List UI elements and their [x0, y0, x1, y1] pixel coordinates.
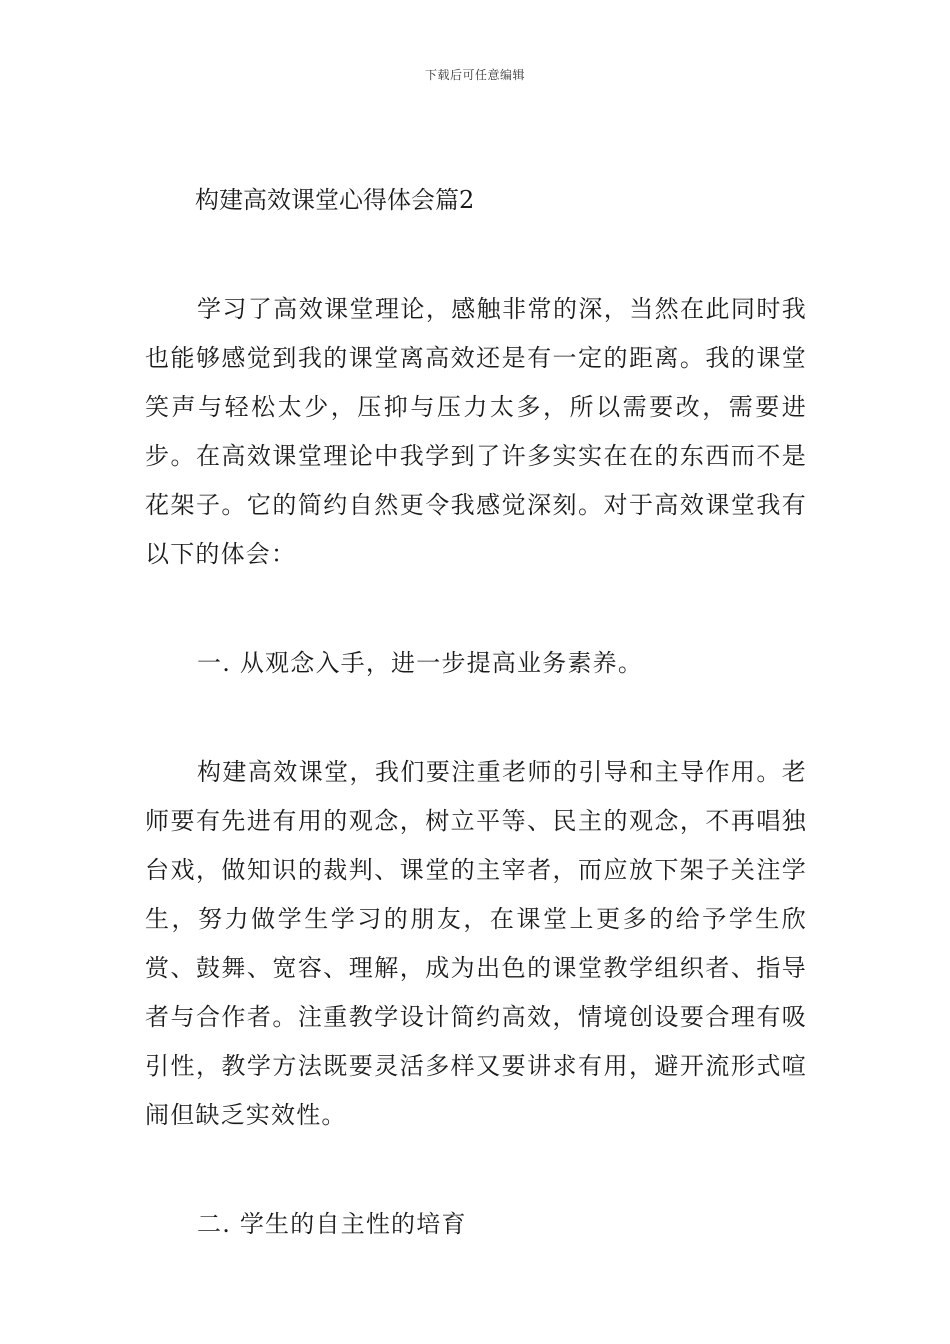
section-heading-1: 一. 从观念入手，进一步提高业务素养。 [197, 649, 644, 677]
document-title: 构建高效课堂心得体会篇2 [195, 186, 475, 214]
section-paragraph-1: 构建高效课堂，我们要注重老师的引导和主导作用。老师要有先进有用的观念，树立平等、民主的观念，不再唱独台戏，做知识的裁判、课堂的主宰者，而应放下架子关注学生，努力做学生学习的朋友，在课堂上更多的给予学生欣赏、鼓舞、宽容、理解，成为出色的课堂教学组织者、指导者与合作者。注重教学设计简约高效，情境创设要合理有吸引性，教学方法既要灵活多样又要讲求有用，避开流形式喧闹但缺乏实效性。 [145, 758, 807, 1129]
intro-paragraph: 学习了高效课堂理论，感触非常的深，当然在此同时我也能够感觉到我的课堂离高效还是有一定的距离。我的课堂笑声与轻松太少，压抑与压力太多，所以需要改，需要进步。在高效课堂理论中我学到了许多实实在在的东西而不是花架子。它的简约自然更令我感觉深刻。对于高效课堂我有以下的体会： [145, 295, 807, 568]
document-body [145, 178, 807, 1309]
section-heading-2: 二. 学生的自主性的培育 [197, 1210, 467, 1238]
page-header-caption: 下载后可任意编辑 [424, 68, 525, 82]
